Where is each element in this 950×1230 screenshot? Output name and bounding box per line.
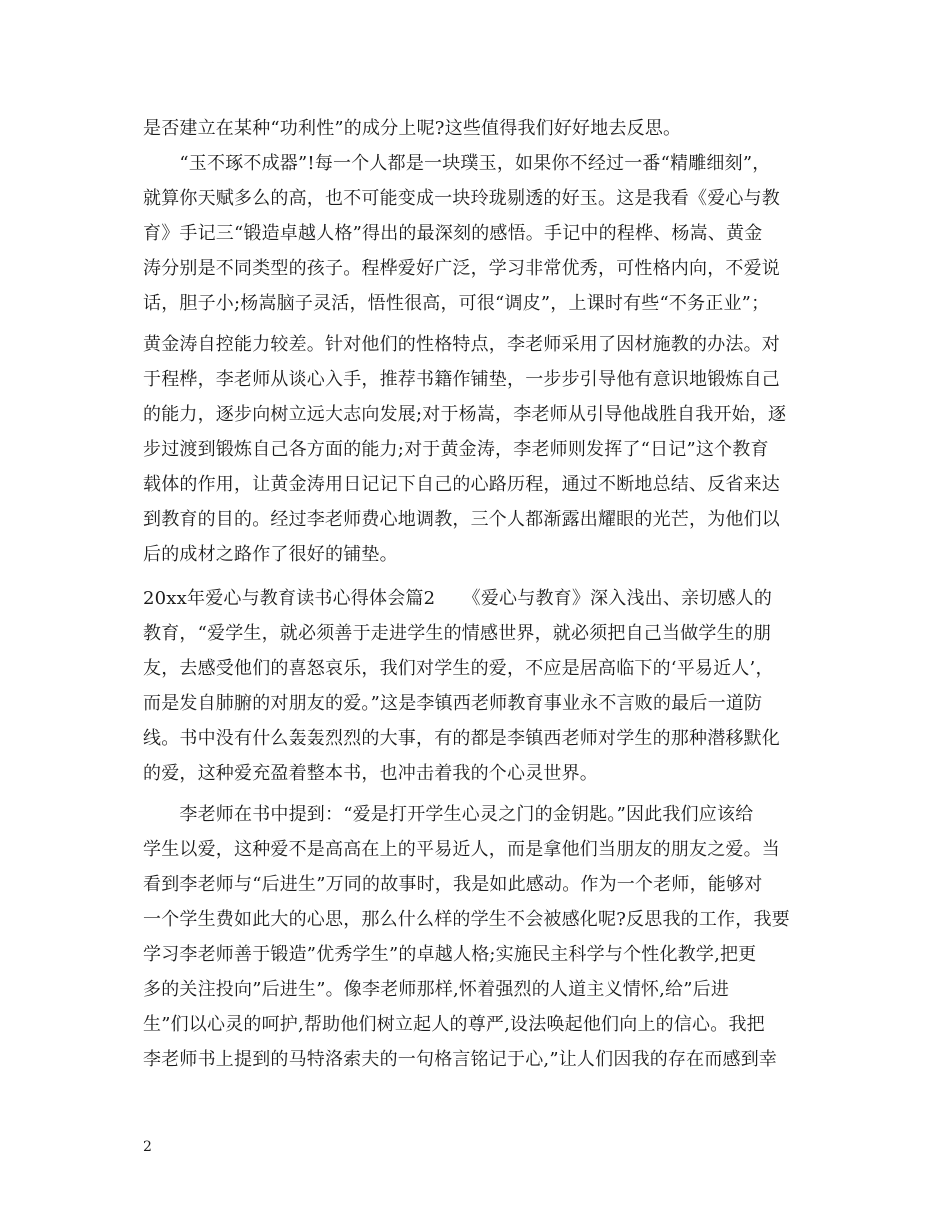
text-line: 李老师在书中提到：“爱是打开学生心灵之门的金钥匙。”因此我们应该给 — [143, 804, 754, 825]
text-line: 步过渡到锻炼自己各方面的能力;对于黄金涛，李老师则发挥了“日记”这个教育 — [143, 439, 769, 460]
text-line: 李老师书上提到的马特洛索夫的一句格言铭记于心,”让人们因我的存在而感到幸 — [143, 1049, 778, 1070]
text-line: 友，去感受他们的喜怒哀乐，我们对学生的爱，不应是居高临下的‘平易近人’， — [143, 658, 774, 679]
text-line: 到教育的目的。经过李老师费心地调教，三个人都渐露出耀眼的光芒，为他们以 — [143, 509, 780, 530]
text-line: 看到李老师与“后进生”万同的故事时，我是如此感动。作为一个老师，能够对 — [143, 874, 763, 895]
text-line: 教育，“爱学生，就必须善于走进学生的情感世界，就必须把自己当做学生的朋 — [143, 623, 772, 644]
text-line: 话，胆子小;杨嵩脑子灵活，悟性很高，可很“调皮”，上课时有些“不务正业”； — [143, 293, 770, 314]
text-line: 后的成材之路作了很好的铺垫。 — [143, 544, 398, 565]
text-line: 线。书中没有什么轰轰烈烈的大事，有的都是李镇西老师对学生的那种潜移默化 — [143, 728, 780, 749]
text-line: 学生以爱，这种爱不是高高在上的平易近人，而是拿他们当朋友的朋友之爱。当 — [143, 839, 780, 860]
text-line: 的爱，这种爱充盈着整本书，也冲击着我的个心灵世界。 — [143, 763, 598, 784]
text-line: 就算你天赋多么的高，也不可能变成一块玲珑剔透的好玉。这是我看《爱心与教 — [143, 188, 780, 209]
text-line: 一个学生费如此大的心思，那么什么样的学生不会被感化呢?反思我的工作，我要 — [143, 909, 790, 930]
text-line: 黄金涛自控能力较差。针对他们的性格特点，李老师采用了因材施教的办法。对 — [143, 334, 780, 355]
text-line: 生”们以心灵的呵护,帮助他们树立起人的尊严,设法唤起他们向上的信心。我把 — [143, 1014, 765, 1035]
text-line: 学习李老师善于锻造”优秀学生”的卓越人格;实施民主科学与个性化教学,把更 — [143, 944, 757, 965]
text-line: 育》手记三“锻造卓越人格”得出的最深刻的感悟。手记中的程桦、杨嵩、黄金 — [143, 223, 763, 244]
text-line: 多的关注投向”后进生”。像李老师那样,怀着强烈的人道主义情怀,给”后进 — [143, 979, 730, 1000]
text-line: 涛分别是不同类型的孩子。程桦爱好广泛，学习非常优秀，可性格内向，不爱说 — [143, 258, 780, 279]
text-line: 于程桦，李老师从谈心入手，推荐书籍作铺垫，一步步引导他有意识地锻炼自己 — [143, 369, 780, 390]
text-line: 是否建立在某种“功利性”的成分上呢?这些值得我们好好地去反思。 — [143, 118, 682, 139]
text-line: 而是发自肺腑的对朋友的爱。”这是李镇西老师教育事业永不言败的最后一道防 — [143, 693, 763, 714]
text-line: “玉不琢不成器”!每一个人都是一块璞玉，如果你不经过一番“精雕细刻”， — [143, 153, 771, 174]
page-number: 2 — [143, 1139, 152, 1155]
text-line: 的能力，逐步向树立远大志向发展;对于杨嵩，李老师从引导他战胜自我开始，逐 — [143, 404, 787, 425]
text-line: 载体的作用，让黄金涛用日记记下自己的心路历程，通过不断地总结、反省来达 — [143, 474, 780, 495]
section-heading-line: 20xx年爱心与教育读书心得体会篇2 《爱心与教育》深入浅出、亲切感人的 — [143, 588, 773, 609]
